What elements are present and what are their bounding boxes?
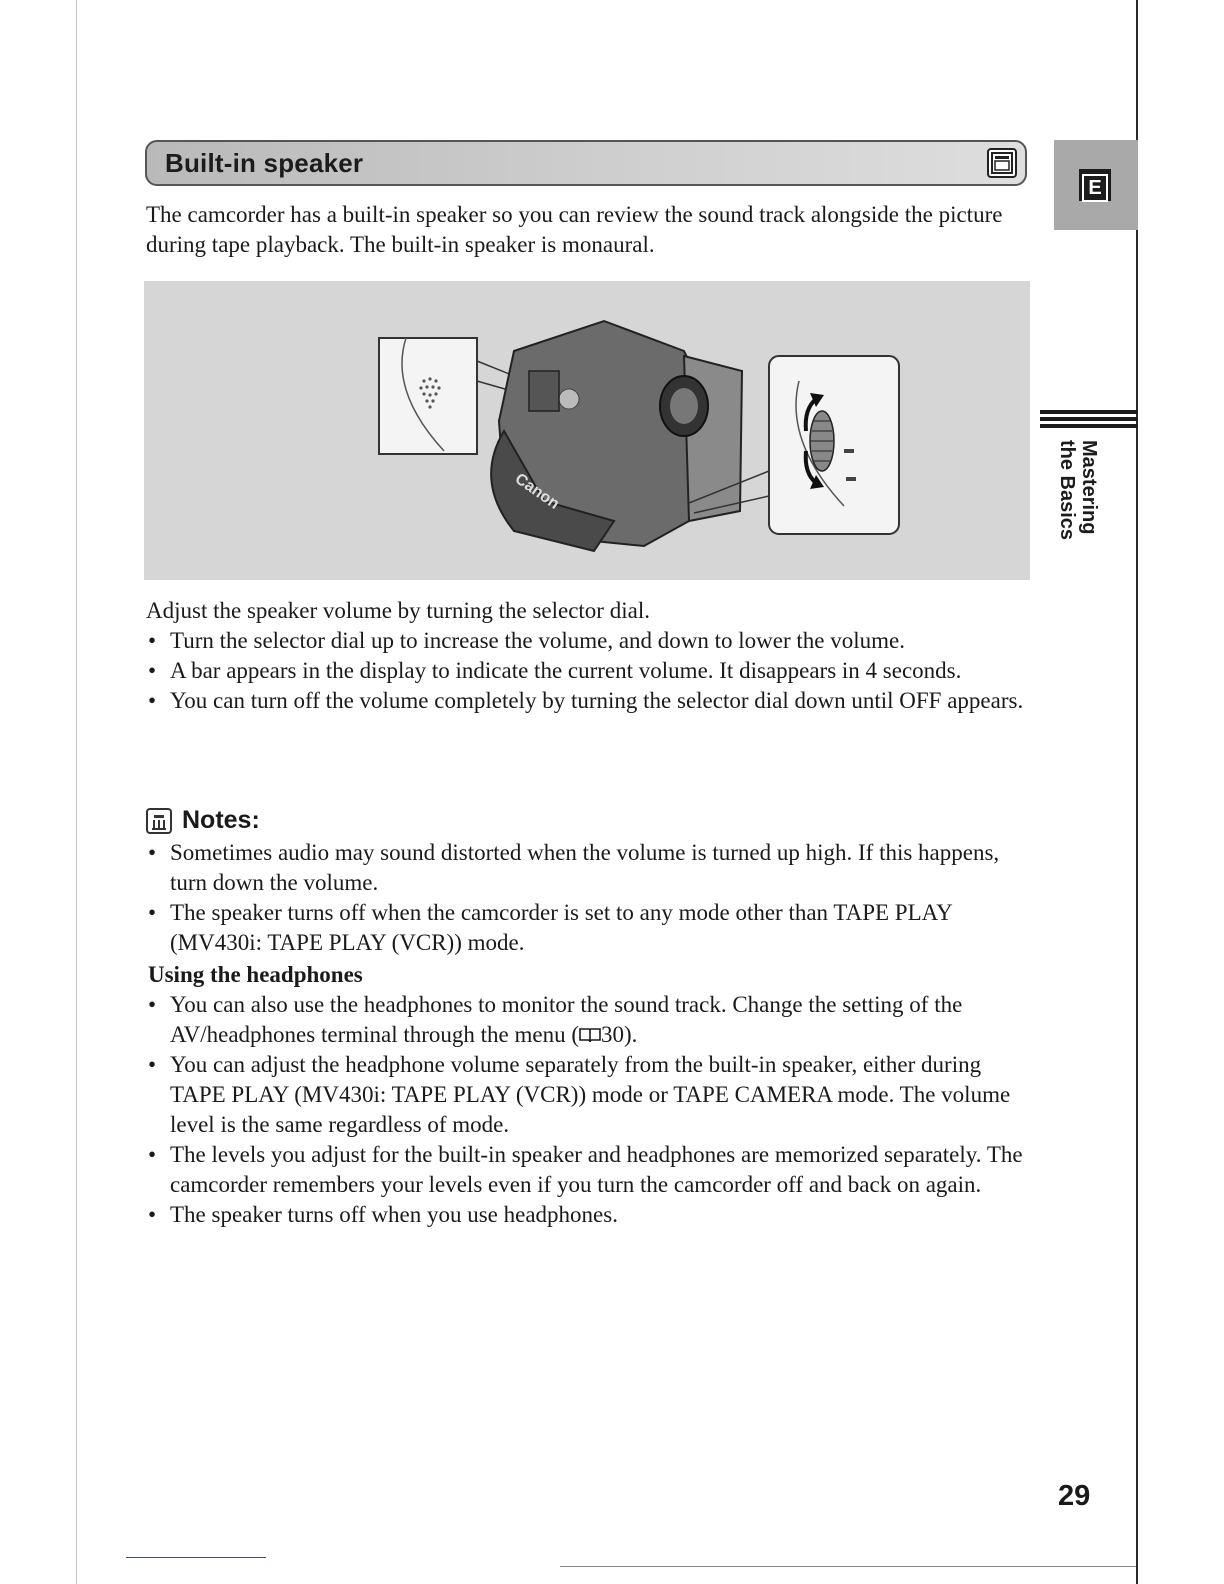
notes-heading-text: Notes: (182, 806, 260, 834)
bottom-rule-right (560, 1566, 1136, 1567)
page-reference: 30 (601, 1022, 625, 1047)
page-edge-left (76, 0, 77, 1584)
camcorder-brand: Canon (511, 470, 563, 513)
book-reference-icon (579, 1027, 601, 1043)
list-item: • The levels you adjust for the built-in speaker and headphones are memorized separately. The camcorder remembers your levels even if you turn the camcorder off and back on again. (146, 1140, 1036, 1200)
section-title: Built-in speaker (165, 148, 364, 178)
chapter-letter: E (1082, 174, 1108, 202)
display-icon (987, 148, 1017, 178)
volume-lead: Adjust the speaker volume by turning the selector dial. (146, 598, 650, 623)
speaker-inset (379, 338, 477, 454)
list-item: • Sometimes audio may sound distorted when the volume is turned up high. If this happens, turn down the volume. (146, 838, 1036, 898)
page-edge-right (1136, 0, 1138, 1584)
chapter-label-line1: Mastering (1078, 440, 1100, 535)
camcorder-illustration (144, 281, 1030, 580)
page-number: 29 (1058, 1480, 1091, 1512)
headphones-list (146, 990, 1036, 1230)
volume-list (146, 626, 1036, 716)
list-item: • You can adjust the headphone volume separately from the built-in speaker, either during TAPE PLAY (MV430i: TAPE PLAY (VCR)) mode or TAPE CAMERA mode. The volume level is the same regardless of mode. (146, 1050, 1036, 1140)
section-header (145, 140, 1027, 186)
selector-dial-icon (810, 411, 834, 471)
chapter-letter-badge (1079, 169, 1111, 201)
list-item: • The speaker turns off when the camcorder is set to any mode other than TAPE PLAY (MV430i: TAPE PLAY (VCR)) mode. (146, 898, 1036, 958)
list-item: • A bar appears in the display to indicate the current volume. It disappears in 4 seconds. (146, 656, 1036, 686)
chapter-label-line2: the Basics (1056, 440, 1078, 541)
intro-paragraph: The camcorder has a built-in speaker so you can review the sound track alongside the picture during tape playback. The built-in speaker is monaural. (146, 202, 1003, 257)
notes-heading (146, 806, 260, 838)
bottom-rule-left (126, 1557, 266, 1558)
list-item: • You can turn off the volume completely by turning the selector dial down until OFF appears. (146, 686, 1036, 716)
list-item-text: You can also use the headphones to monitor the sound track. Change the setting of the AV/headphones terminal through the menu ( (170, 992, 963, 1047)
note-icon (146, 808, 172, 834)
list-item: • Turn the selector dial up to increase the volume, and down to lower the volume. (146, 626, 1036, 656)
headphones-heading: Using the headphones (148, 962, 363, 987)
side-bars (1040, 410, 1138, 434)
notes-list (146, 838, 1036, 958)
list-item: • The speaker turns off when you use headphones. (146, 1200, 1036, 1230)
chapter-label (1030, 440, 1100, 570)
list-item (146, 990, 1036, 1050)
list-item-text-end: ). (624, 1022, 638, 1047)
chapter-tab (1054, 140, 1138, 230)
